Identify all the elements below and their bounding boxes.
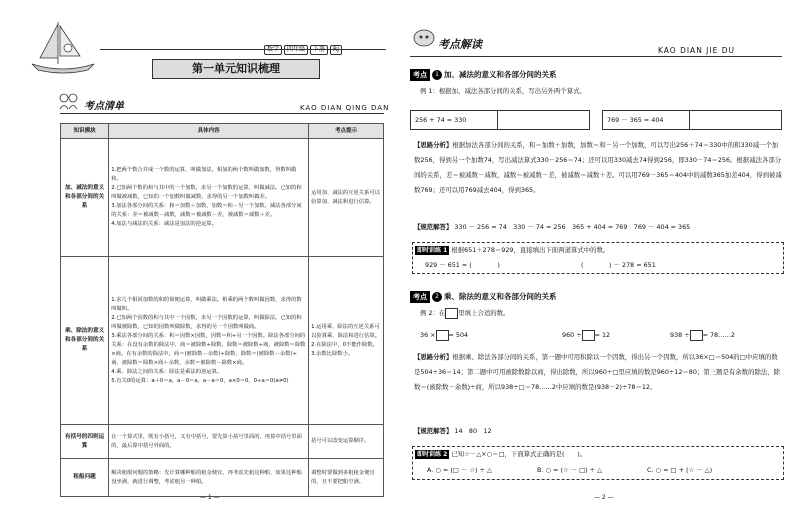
- row-tip: 括号可以改变运算顺序。: [309, 425, 384, 459]
- equation-box-2: [602, 110, 782, 130]
- analysis-2: [414, 350, 784, 395]
- row-content: 在一个算式里，既有小括号，又有中括号，要先算小括号里面的，再算中括号里面的，最后算中括号外面的。: [109, 425, 309, 459]
- row-tip: 运用加、减法的互逆关系可以验算加、减法和进行估算。: [309, 139, 384, 257]
- row-content: 1.求几个相同加数的和的简便运算，叫做乘法。相乘的两个数叫做因数，求得的数叫做积。 2.已知两个因数的积与其中一个因数，求另一个因数的运算，叫做除法。已知的积叫做被除数，已知的因数叫做除数，求得的另一个因数叫做商。 3.乘法各部分间的关系：积＝因数×因数，因数＝积÷另一个因数。除法各部分间的关系：在没有余数的除法中，商＝被除数÷除数，除数＝被除数÷商，被除数＝除数×商。在有余数的除法中，商＝(被除数－余数)÷除数，除数＝(被除数－余数)÷商，被除数＝除数×商＋余数，余数＝被除数－除数×商。 4.乘、除法之间的关系：除法是乘法的逆运算。 5.有关0的运算：a＋0＝a，a－0＝a，a－a＝0，a×0＝0，0÷a＝0(a≠0): [109, 257, 309, 425]
- equation-text: 256 + 74 = 330: [415, 116, 467, 124]
- answer-text: 330 － 256 = 74 330 － 74 = 256 365 + 404 = 769 769 － 404 = 365: [454, 223, 691, 231]
- section-rule: [60, 113, 384, 114]
- row-content: 1.把两个数合并成一个数的运算，叫做加法。相加的两个数叫做加数，得数叫做和。 2.已知两个数的和与其中的一个加数，求另一个加数的运算，叫做减法。已知的和叫做被减数，已知的一个加数叫做减数，求得的另一个加数叫做差。 3.加法各部分间的关系：和＝加数＋加数，加数＝和－另一个加数。减法各部分间的关系：差＝被减数－减数，减数＝被减数－差，被减数＝减数＋差。 4.加法与减法的关系：减法是加法的逆运算。: [109, 139, 309, 257]
- table-header-row: [61, 124, 384, 139]
- section-title-list: 考点清单: [84, 101, 124, 112]
- q-text: 938 ÷: [670, 331, 690, 339]
- answer-2: [414, 424, 492, 439]
- children-icon: [58, 92, 80, 110]
- unit-title: 第一单元知识梳理: [152, 59, 320, 79]
- key-point-number: 1: [432, 70, 442, 80]
- row-module: 加、减法的意义和各部分间的关系: [61, 139, 109, 257]
- drill-text: 根据651＋278＝929，直接填出下面两道算式中的数。: [451, 246, 610, 254]
- example-1: 例 1：根据加、减法各部分间的关系，写出另外两个算式。: [420, 87, 586, 95]
- blank-box: [445, 308, 458, 319]
- option-b[interactable]: B. ○ = (☆ － □) ÷ △: [537, 466, 602, 474]
- header-content: 具体内容: [109, 124, 309, 139]
- row-tip: 调整时要做到多租租金便宜的，且不要把船空满。: [309, 459, 384, 497]
- answer-box[interactable]: [690, 330, 703, 341]
- example-tail: 里填上合适的数。: [458, 309, 510, 317]
- row-module: 有括号的四则运算: [61, 425, 109, 459]
- section-rule-right: [410, 56, 782, 57]
- sailing-boy-illustration: [28, 18, 98, 76]
- q-text: 36 ×: [420, 331, 436, 339]
- equation-text: 769 － 365 = 404: [607, 116, 664, 124]
- analysis-label: 【思路分析】: [414, 353, 453, 361]
- header-module: 知识模块: [61, 124, 109, 139]
- row-tip: 1.运用乘、除法的互逆关系可以验算乘、除法和进行估算。 2.在除法中，0不能作除数。 3.余数比除数小。: [309, 257, 384, 425]
- drill-label: 即时训练 2: [417, 451, 448, 458]
- table-row: [61, 139, 384, 257]
- key-point-2-header: [410, 286, 557, 300]
- q-text: = 504: [448, 331, 469, 339]
- top-tags: [262, 36, 342, 55]
- page-number-right: — 2 —: [594, 494, 614, 501]
- section-en-read: KAO DIAN JIE DU: [658, 46, 735, 55]
- subject-tag: [264, 45, 282, 55]
- example-text: 例 2：在: [420, 309, 446, 317]
- question-1: [420, 328, 468, 343]
- drill-2: [412, 446, 784, 480]
- left-page: [0, 0, 396, 518]
- question-2: [562, 328, 610, 343]
- key-point-title: 加、减法的意义和各部分间的关系: [444, 70, 557, 79]
- section-title-read: 考点解读: [438, 38, 482, 51]
- section-en-list: KAO DIAN QING DAN: [300, 104, 390, 112]
- q-text: = 12: [594, 331, 611, 339]
- drill-label: 即时训练 1: [417, 247, 448, 254]
- key-point-number: 2: [432, 292, 442, 302]
- drill-text: 已知☆－△×○＝□，下面算式正确的是( )。: [451, 450, 587, 458]
- key-point-label: 考点: [410, 291, 430, 303]
- q-text: 960 ÷: [562, 331, 582, 339]
- option-a[interactable]: A. ○ = (□ － ☆) ÷ △: [427, 466, 492, 474]
- grade-tag: [284, 45, 308, 55]
- answer-label: 【规范解答】: [414, 223, 453, 231]
- option-c[interactable]: C. ○ = □ + (☆ － △): [647, 466, 713, 474]
- row-module: 乘、除法的意义和各部分间的关系: [61, 257, 109, 425]
- header-tip: 考点提示: [309, 124, 384, 139]
- q-text: = 78……2: [702, 331, 735, 339]
- volume-tag: [310, 45, 328, 55]
- drill-1: [412, 242, 784, 274]
- analysis-text: 根据加法各部分间的关系，和＝加数＋加数，加数＝和－另一个加数，可以写出256＋74＝330中的和330减一个加数256，得到另一个加数74，写出减法算式330－256＝74；还可以用330减去74得到256，即330－74＝256。根据减法各部分间的关系，差＝被减数－减数，减数＝被减数－差，被减数＝减数＋差。可以用769－365＝404中的减数365加差404，得到被减数769；还可以用769减去404，得到365。: [414, 141, 782, 194]
- table-row: [61, 425, 384, 459]
- key-point-title: 乘、除法的意义和各部分间的关系: [444, 292, 557, 301]
- key-point-1-header: [410, 64, 557, 78]
- answer-text: 14 80 12: [454, 427, 492, 435]
- knowledge-table: [60, 123, 384, 497]
- page-number-left: — 1 —: [200, 494, 220, 501]
- drill-blank-a[interactable]: 929 － 651 = ( ): [425, 261, 500, 269]
- answer-1: [414, 220, 690, 235]
- row-content: 解决租船问题的策略：先计算哪种船的租金便宜，再考虑先租这种船，如果这种船没坐满，就进行调整，考虑租另一种船。: [109, 459, 309, 497]
- equation-box-1: [410, 110, 590, 130]
- table-row: [61, 257, 384, 425]
- example-2: [420, 306, 509, 321]
- key-point-label: 考点: [410, 69, 430, 81]
- mascot-icon: [412, 28, 436, 48]
- analysis-label: 【思路分析】: [414, 141, 453, 149]
- answer-label: 【规范解答】: [414, 427, 453, 435]
- drill-blank-b[interactable]: ( ) － 278 = 651: [581, 261, 656, 269]
- row-module: 租船问题: [61, 459, 109, 497]
- answer-box[interactable]: [436, 330, 449, 341]
- answer-box[interactable]: [582, 330, 595, 341]
- title-rule: [100, 49, 386, 50]
- question-3: [670, 328, 735, 343]
- analysis-text: 根据乘、除法各部分间的关系，第一题中可用积除以一个因数，得出另一个因数，所以36×□＝504的□中应填的数是504÷36＝14；第二题中可用被除数除以商，得出除数，所以960÷□里应填的数是960÷12＝80；第三题是有余数的除法，除数＝(被除数－余数)÷商，所以938÷□＝78……2中应填的数是(938－2)÷78＝12。: [414, 353, 781, 391]
- edition-tag: [330, 45, 342, 55]
- table-row: [61, 459, 384, 497]
- analysis-1: [414, 138, 784, 198]
